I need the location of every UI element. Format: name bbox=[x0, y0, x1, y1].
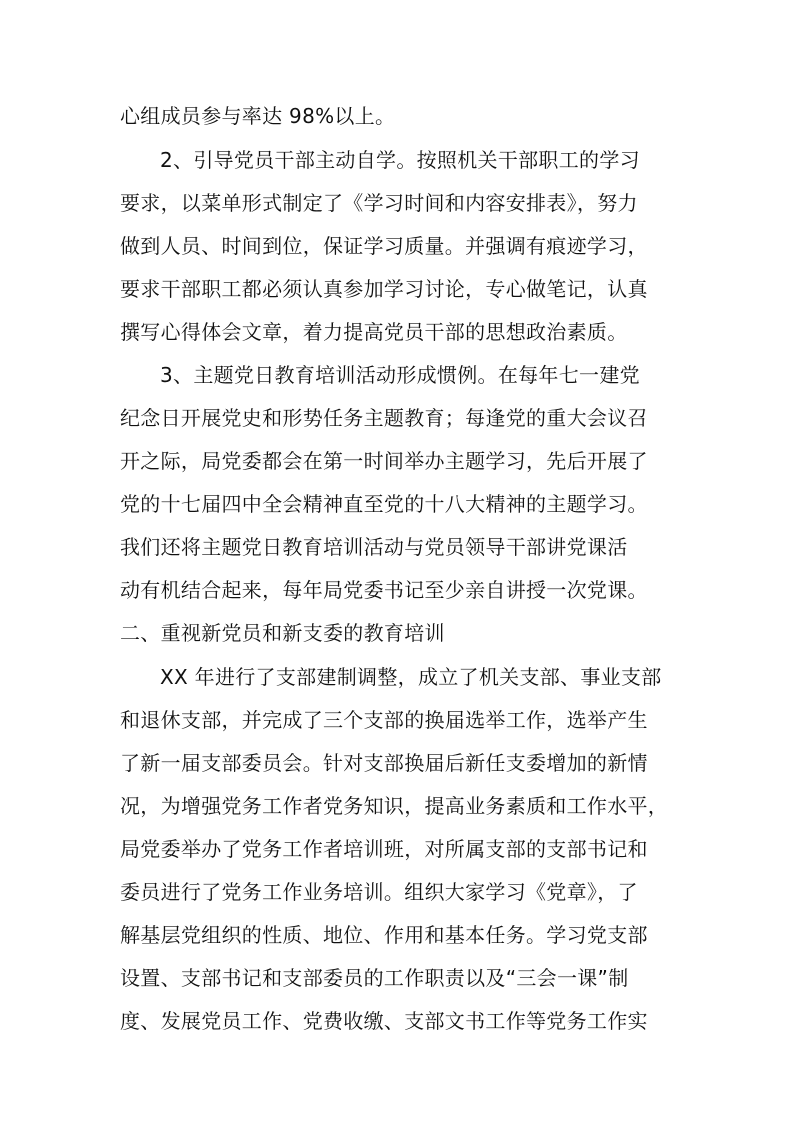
text-line: 党的十七届四中全会精神直至党的十八大精神的主题学习。 bbox=[120, 492, 648, 516]
section-heading: 二、重视新党员和新支委的教育培训 bbox=[120, 621, 445, 645]
text-line: 动有机结合起来，每年局党委书记至少亲自讲授一次党课。 bbox=[120, 578, 648, 602]
text-line: 撰写心得体会文章，着力提高党员干部的思想政治素质。 bbox=[120, 320, 628, 344]
text-line: 况，为增强党务工作者党务知识，提高业务素质和工作水平， bbox=[120, 794, 669, 818]
text-line: 我们还将主题党日教育培训活动与党员领导干部讲党课活 bbox=[120, 535, 628, 559]
text-line: 度、发展党员工作、党费收缴、支部文书工作等党务工作实 bbox=[120, 1009, 648, 1033]
text-line: 委员进行了党务工作业务培训。组织大家学习《党章》，了 bbox=[120, 880, 638, 904]
text-line: 局党委举办了党务工作者培训班，对所属支部的支部书记和 bbox=[120, 837, 648, 861]
text-line: 心组成员参与率达 98%以上。 bbox=[120, 104, 396, 128]
text-line: 2、引导党员干部主动自学。按照机关干部职工的学习 bbox=[160, 148, 640, 172]
text-line: 做到人员、时间到位，保证学习质量。并强调有痕迹学习， bbox=[120, 234, 648, 258]
text-line: 和退休支部，并完成了三个支部的换届选举工作，选举产生 bbox=[120, 708, 648, 732]
text-line: XX 年进行了支部建制调整，成立了机关支部、事业支部 bbox=[160, 665, 662, 689]
text-line: 要求，以菜单形式制定了《学习时间和内容安排表》，努力 bbox=[120, 191, 638, 215]
text-line: 3、主题党日教育培训活动形成惯例。在每年七一建党 bbox=[160, 363, 640, 387]
text-line: 设置、支部书记和支部委员的工作职责以及“三会一课”制 bbox=[120, 966, 629, 990]
text-line: 开之际，局党委都会在第一时间举办主题学习，先后开展了 bbox=[120, 449, 648, 473]
text-line: 纪念日开展党史和形势任务主题教育；每逢党的重大会议召 bbox=[120, 406, 648, 430]
text-line: 解基层党组织的性质、地位、作用和基本任务。学习党支部 bbox=[120, 923, 648, 947]
text-line: 了新一届支部委员会。针对支部换届后新任支委增加的新情 bbox=[120, 751, 648, 775]
text-line: 要求干部职工都必须认真参加学习讨论，专心做笔记，认真 bbox=[120, 277, 648, 301]
